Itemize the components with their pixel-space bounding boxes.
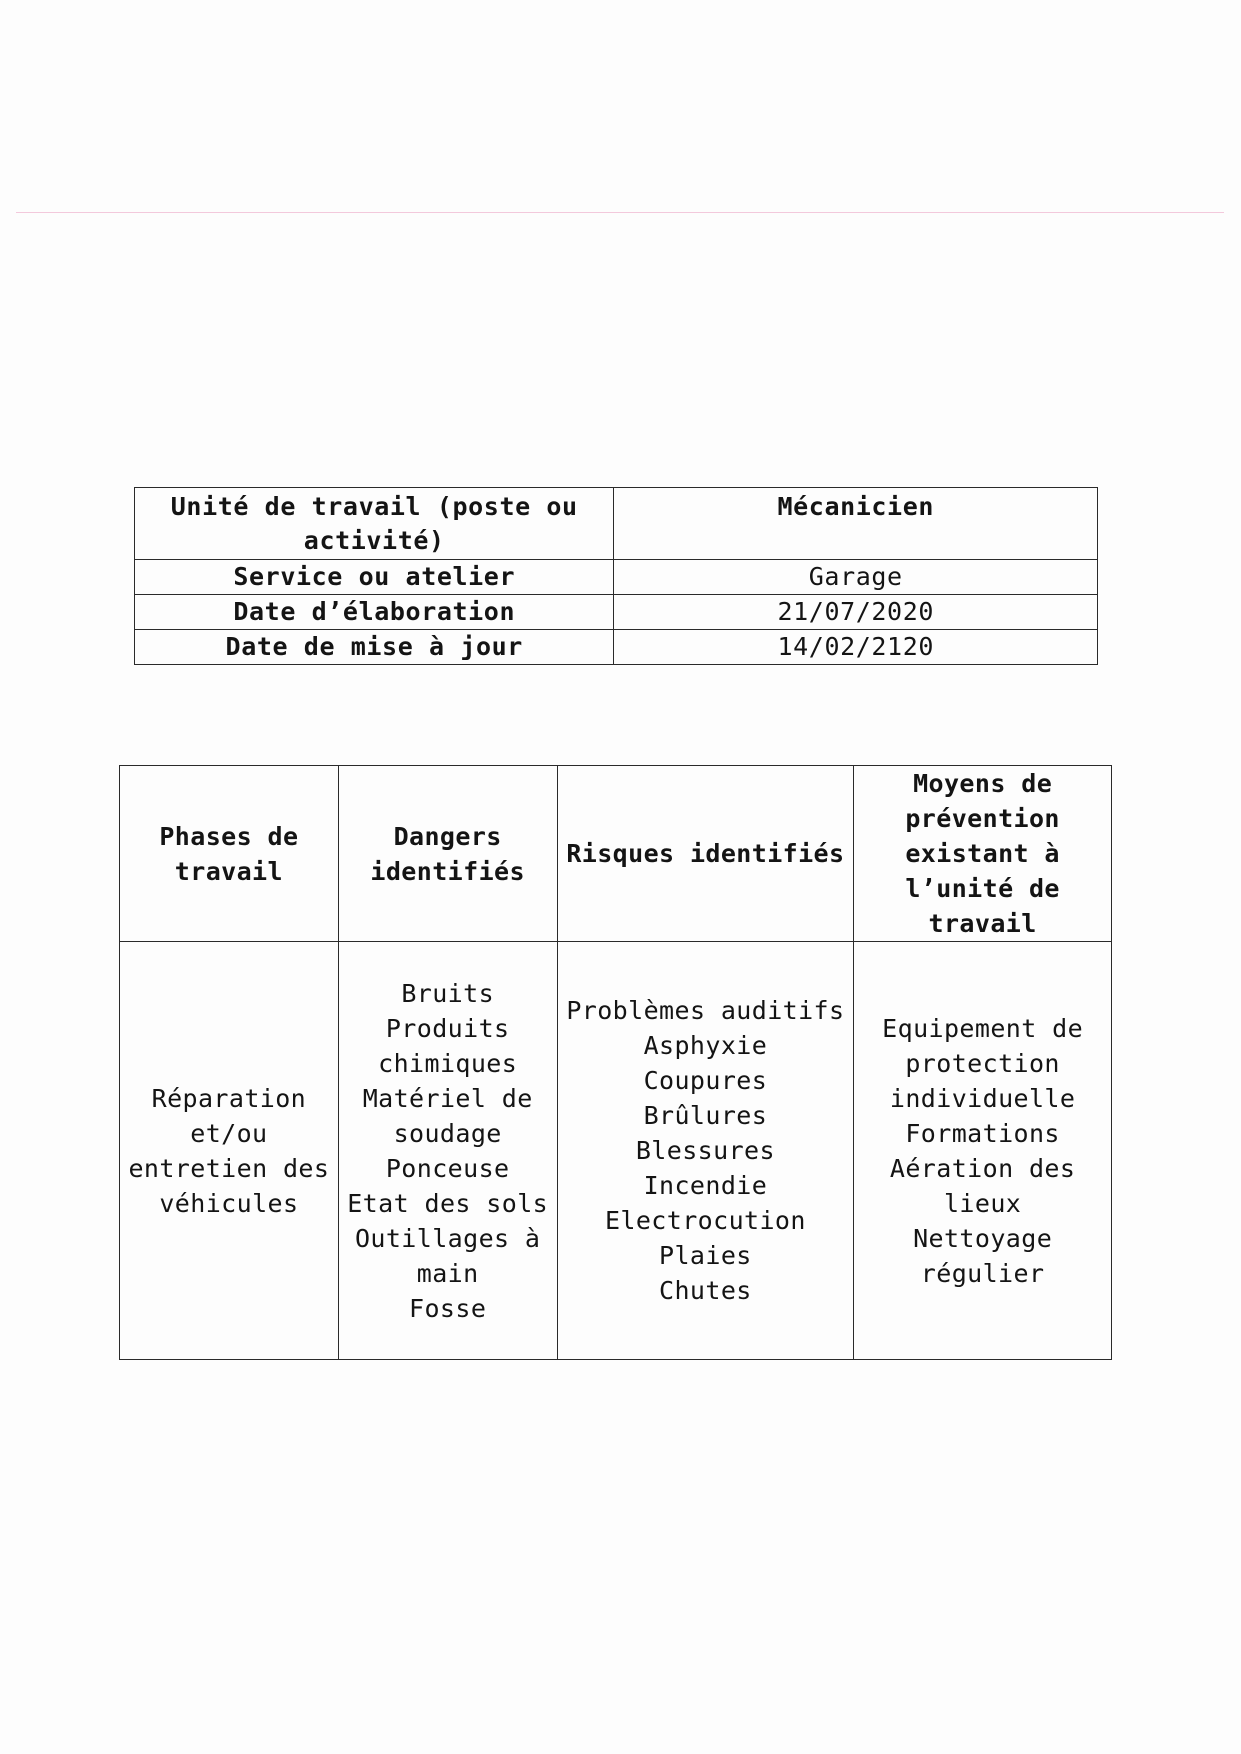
header-risks: Risques identifiés (557, 766, 854, 942)
cell-line: Formations (905, 1118, 1060, 1148)
cell-dangers (338, 942, 557, 1360)
cell-line: et/ou (190, 1118, 268, 1148)
cell-line: Equipement de (882, 1013, 1084, 1043)
cell-line: Réparation (151, 1083, 307, 1113)
cell-phases (120, 942, 339, 1360)
cell-line: Problèmes auditifs (566, 996, 845, 1025)
cell-line: Bruits (401, 978, 495, 1008)
header-dangers: Dangers identifiés (338, 766, 557, 942)
cell-line: soudage (393, 1118, 502, 1148)
cell-line: Brûlures (643, 1101, 768, 1130)
cell-line: Etat des sols (347, 1188, 549, 1218)
header-prevention: Moyens de prévention existant à l’unité de travail (854, 766, 1112, 942)
info-value-creation-date: 21/07/2020 (614, 595, 1098, 630)
cell-line: Ponceuse (385, 1153, 510, 1183)
cell-line: régulier (920, 1258, 1045, 1288)
info-row-creation-date (135, 595, 1098, 630)
info-label-work-unit: Unité de travail (poste ou activité) (135, 488, 614, 560)
info-label-creation-date: Date d’élaboration (135, 595, 614, 630)
info-value-service: Garage (614, 560, 1098, 595)
cell-line: Plaies (659, 1241, 752, 1270)
cell-line: véhicules (159, 1188, 299, 1218)
top-rule-line (16, 212, 1224, 213)
info-value-update-date: 14/02/2120 (614, 630, 1098, 665)
cell-line: individuelle (889, 1083, 1076, 1113)
cell-line: protection (905, 1048, 1060, 1078)
cell-line: Incendie (643, 1171, 768, 1200)
cell-line: Coupures (643, 1066, 768, 1095)
risk-assessment-table (119, 765, 1112, 1360)
risk-table-header-row (120, 766, 1112, 942)
cell-line: main (416, 1258, 479, 1288)
cell-line: Chutes (659, 1276, 752, 1305)
cell-line: Electrocution (604, 1206, 806, 1235)
cell-line: Fosse (409, 1293, 487, 1323)
cell-prevention (854, 942, 1112, 1360)
cell-line: lieux (943, 1188, 1022, 1218)
cell-line: Aération des (889, 1153, 1076, 1183)
cell-line: Outillages à (354, 1223, 541, 1253)
cell-line: Blessures (635, 1136, 775, 1165)
header-phases: Phases de travail (120, 766, 339, 942)
cell-line: entretien des (128, 1153, 330, 1183)
info-row-work-unit (135, 488, 1098, 560)
info-label-service: Service ou atelier (135, 560, 614, 595)
info-row-update-date (135, 630, 1098, 665)
info-row-service (135, 560, 1098, 595)
cell-line: Nettoyage (913, 1223, 1053, 1253)
cell-line: Asphyxie (643, 1031, 768, 1060)
info-value-work-unit: Mécanicien (614, 488, 1098, 560)
risk-table-body-row (120, 942, 1112, 1360)
info-label-update-date: Date de mise à jour (135, 630, 614, 665)
cell-risks (557, 942, 854, 1360)
work-unit-info-table (134, 487, 1098, 665)
cell-line: chimiques (378, 1048, 518, 1078)
cell-line: Matériel de (362, 1083, 533, 1113)
cell-line: Produits (385, 1013, 510, 1043)
